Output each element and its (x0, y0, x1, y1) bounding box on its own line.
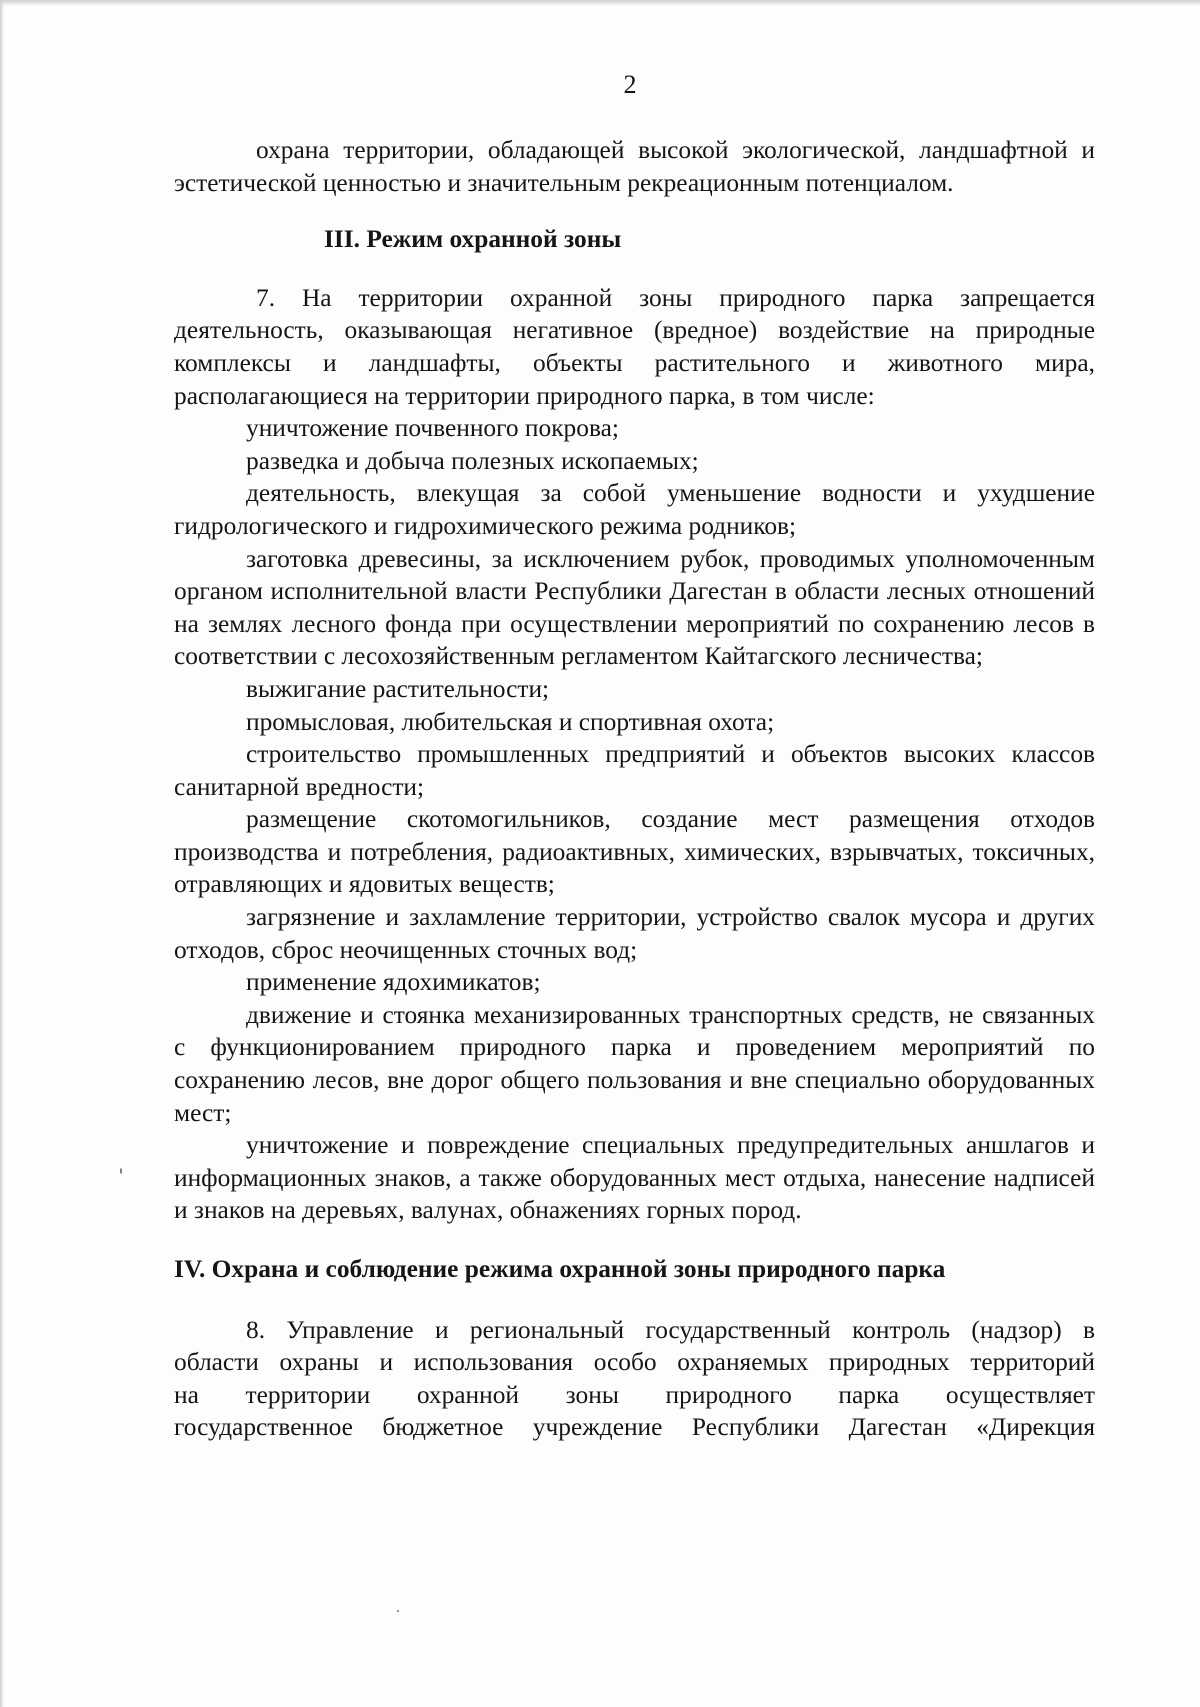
item-8-line: государственное бюджетное учреждение Республики Дагестан «Дирекция (174, 1413, 1095, 1442)
list-item: заготовка древесины, за исключением рубок, проводимых уполномоченным органом исполнительной власти Республики Дагестан в области лесных отношений на землях лесного фонда при осуществлении мероприятий по сохранению лесов в соответствии с лесохозяйственным регламентом Кайтагского лесничества; (174, 544, 1095, 671)
document-body (174, 134, 1095, 1444)
scan-edge-top (0, 0, 1200, 6)
scan-speck (397, 1610, 399, 1612)
list-item: уничтожение почвенного покрова; (246, 414, 619, 443)
list-item: строительство промышленных предприятий и объектов высоких классов санитарной вредности; (174, 740, 1095, 801)
intro-paragraph: охрана территории, обладающей высокой экологической, ландшафтной и эстетической ценностью и значительным рекреационным потенциалом. (174, 136, 1095, 197)
list-item: уничтожение и повреждение специальных предупредительных аншлагов и информационных знаков, а также оборудованных мест отдыха, нанесение надписей и знаков на деревьях, валунах, обнажениях горных пород. (174, 1131, 1095, 1225)
section-4-heading: IV. Охрана и соблюдение режима охранной зоны природного парка (174, 1255, 946, 1283)
section-3-heading: III. Режим охранной зоны (324, 225, 622, 254)
item-8-line: области охраны и использования особо охраняемых природных территорий (174, 1348, 1095, 1377)
list-item: выжигание растительности; (246, 674, 550, 703)
item-8-line: 8. Управление и региональный государственный контроль (надзор) в (246, 1315, 1095, 1344)
list-item: загрязнение и захламление территории, устройство свалок мусора и других отходов, сброс неочищенных сточных вод; (174, 903, 1095, 964)
list-item: разведка и добыча полезных ископаемых; (246, 446, 699, 475)
page-number: 2 (623, 70, 637, 99)
list-item: движение и стоянка механизированных транспортных средств, не связанных с функционированием природного парка и проведением мероприятий по сохранению лесов, вне дорог общего пользования и вне специально оборудованных мест; (174, 1000, 1095, 1127)
list-item: промысловая, любительская и спортивная охота; (246, 707, 775, 736)
list-item: размещение скотомогильников, создание мест размещения отходов производства и потребления, радиоактивных, химических, взрывчатых, токсичных, отравляющих и ядовитых веществ; (174, 805, 1095, 899)
item-8-line: на территории охранной зоны природного парка осуществляет (174, 1380, 1095, 1409)
list-item: применение ядохимикатов; (246, 968, 541, 997)
item-7-paragraph: 7. На территории охранной зоны природного парка запрещается деятельность, оказывающая негативное (вредное) воздействие на природные комплексы и ландшафты, объекты растительного и животного мира, располагающиеся на территории природного парка, в том числе: (174, 283, 1095, 410)
item-8-paragraph (174, 1314, 1095, 1444)
scan-speck (120, 1168, 122, 1174)
scan-edge-left (0, 0, 4, 1707)
list-item: деятельность, влекущая за собой уменьшение водности и ухудшение гидрологического и гидрохимического режима родников; (174, 479, 1095, 540)
